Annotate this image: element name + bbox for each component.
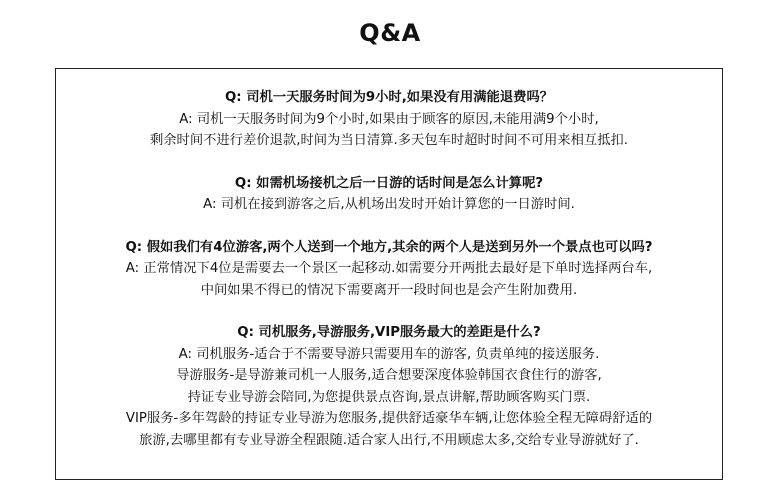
- answer-line: A: 司机服务-适合于不需要导游只需要用车的游客, 负责单纯的接送服务.: [178, 346, 600, 362]
- answer-line: 导游服务-是导游兼司机一人服务,适合想要深度体验韩国衣食住行的游客,: [176, 368, 602, 383]
- answer-line: VIP服务-多年驾龄的持证专业导游为您服务,提供舒适豪华车辆,让您体验全程无障碍舒适的: [125, 411, 653, 426]
- qa-item: [56, 322, 722, 451]
- answer-line: A: 司机一天服务时间为9个小时,如果由于顾客的原因,未能用满9个小时,: [179, 111, 599, 127]
- answer-line: A: 正常情况下4位是需要去一个景区一起移动.如需要分开两批去最好是下单时选择两台车,: [125, 261, 653, 276]
- question-text: Q: 司机一天服务时间为9小时,如果没有用满能退费吗？: [224, 90, 554, 105]
- answer-line: 旅游,去哪里都有专业导游全程跟随.适合家人出行,不用顾虑太多,交给专业导游就好了.: [139, 432, 639, 448]
- answer-line: A: 司机在接到游客之后,从机场出发时开始计算您的一日游时间.: [203, 197, 575, 212]
- page-title: Q&A: [359, 19, 421, 47]
- qa-item: [56, 87, 722, 152]
- qa-box: [55, 68, 723, 480]
- answer-line: 中间如果不得已的情况下需要离开一段时间也是会产生附加费用.: [200, 282, 578, 298]
- question-text: Q: 假如我们有4位游客,两个人送到一个地方,其余的两个人是送到另外一个景点也可以吗?: [125, 239, 653, 255]
- qa-item: [56, 237, 722, 302]
- question-text: Q: 如需机场接机之后一日游的话时间是怎么计算呢?: [234, 175, 544, 191]
- answer-line: 持证专业导游会陪同,为您提供景点咨询,景点讲解,帮助顾客购买门票.: [187, 389, 591, 405]
- question-text: Q: 司机服务,导游服务,VIP服务最大的差距是什么?: [237, 325, 541, 340]
- answer-line: 剩余时间不进行差价退款,时间为当日清算.多天包车时超时时间不可用来相互抵扣.: [149, 133, 629, 148]
- qa-item: [56, 173, 722, 216]
